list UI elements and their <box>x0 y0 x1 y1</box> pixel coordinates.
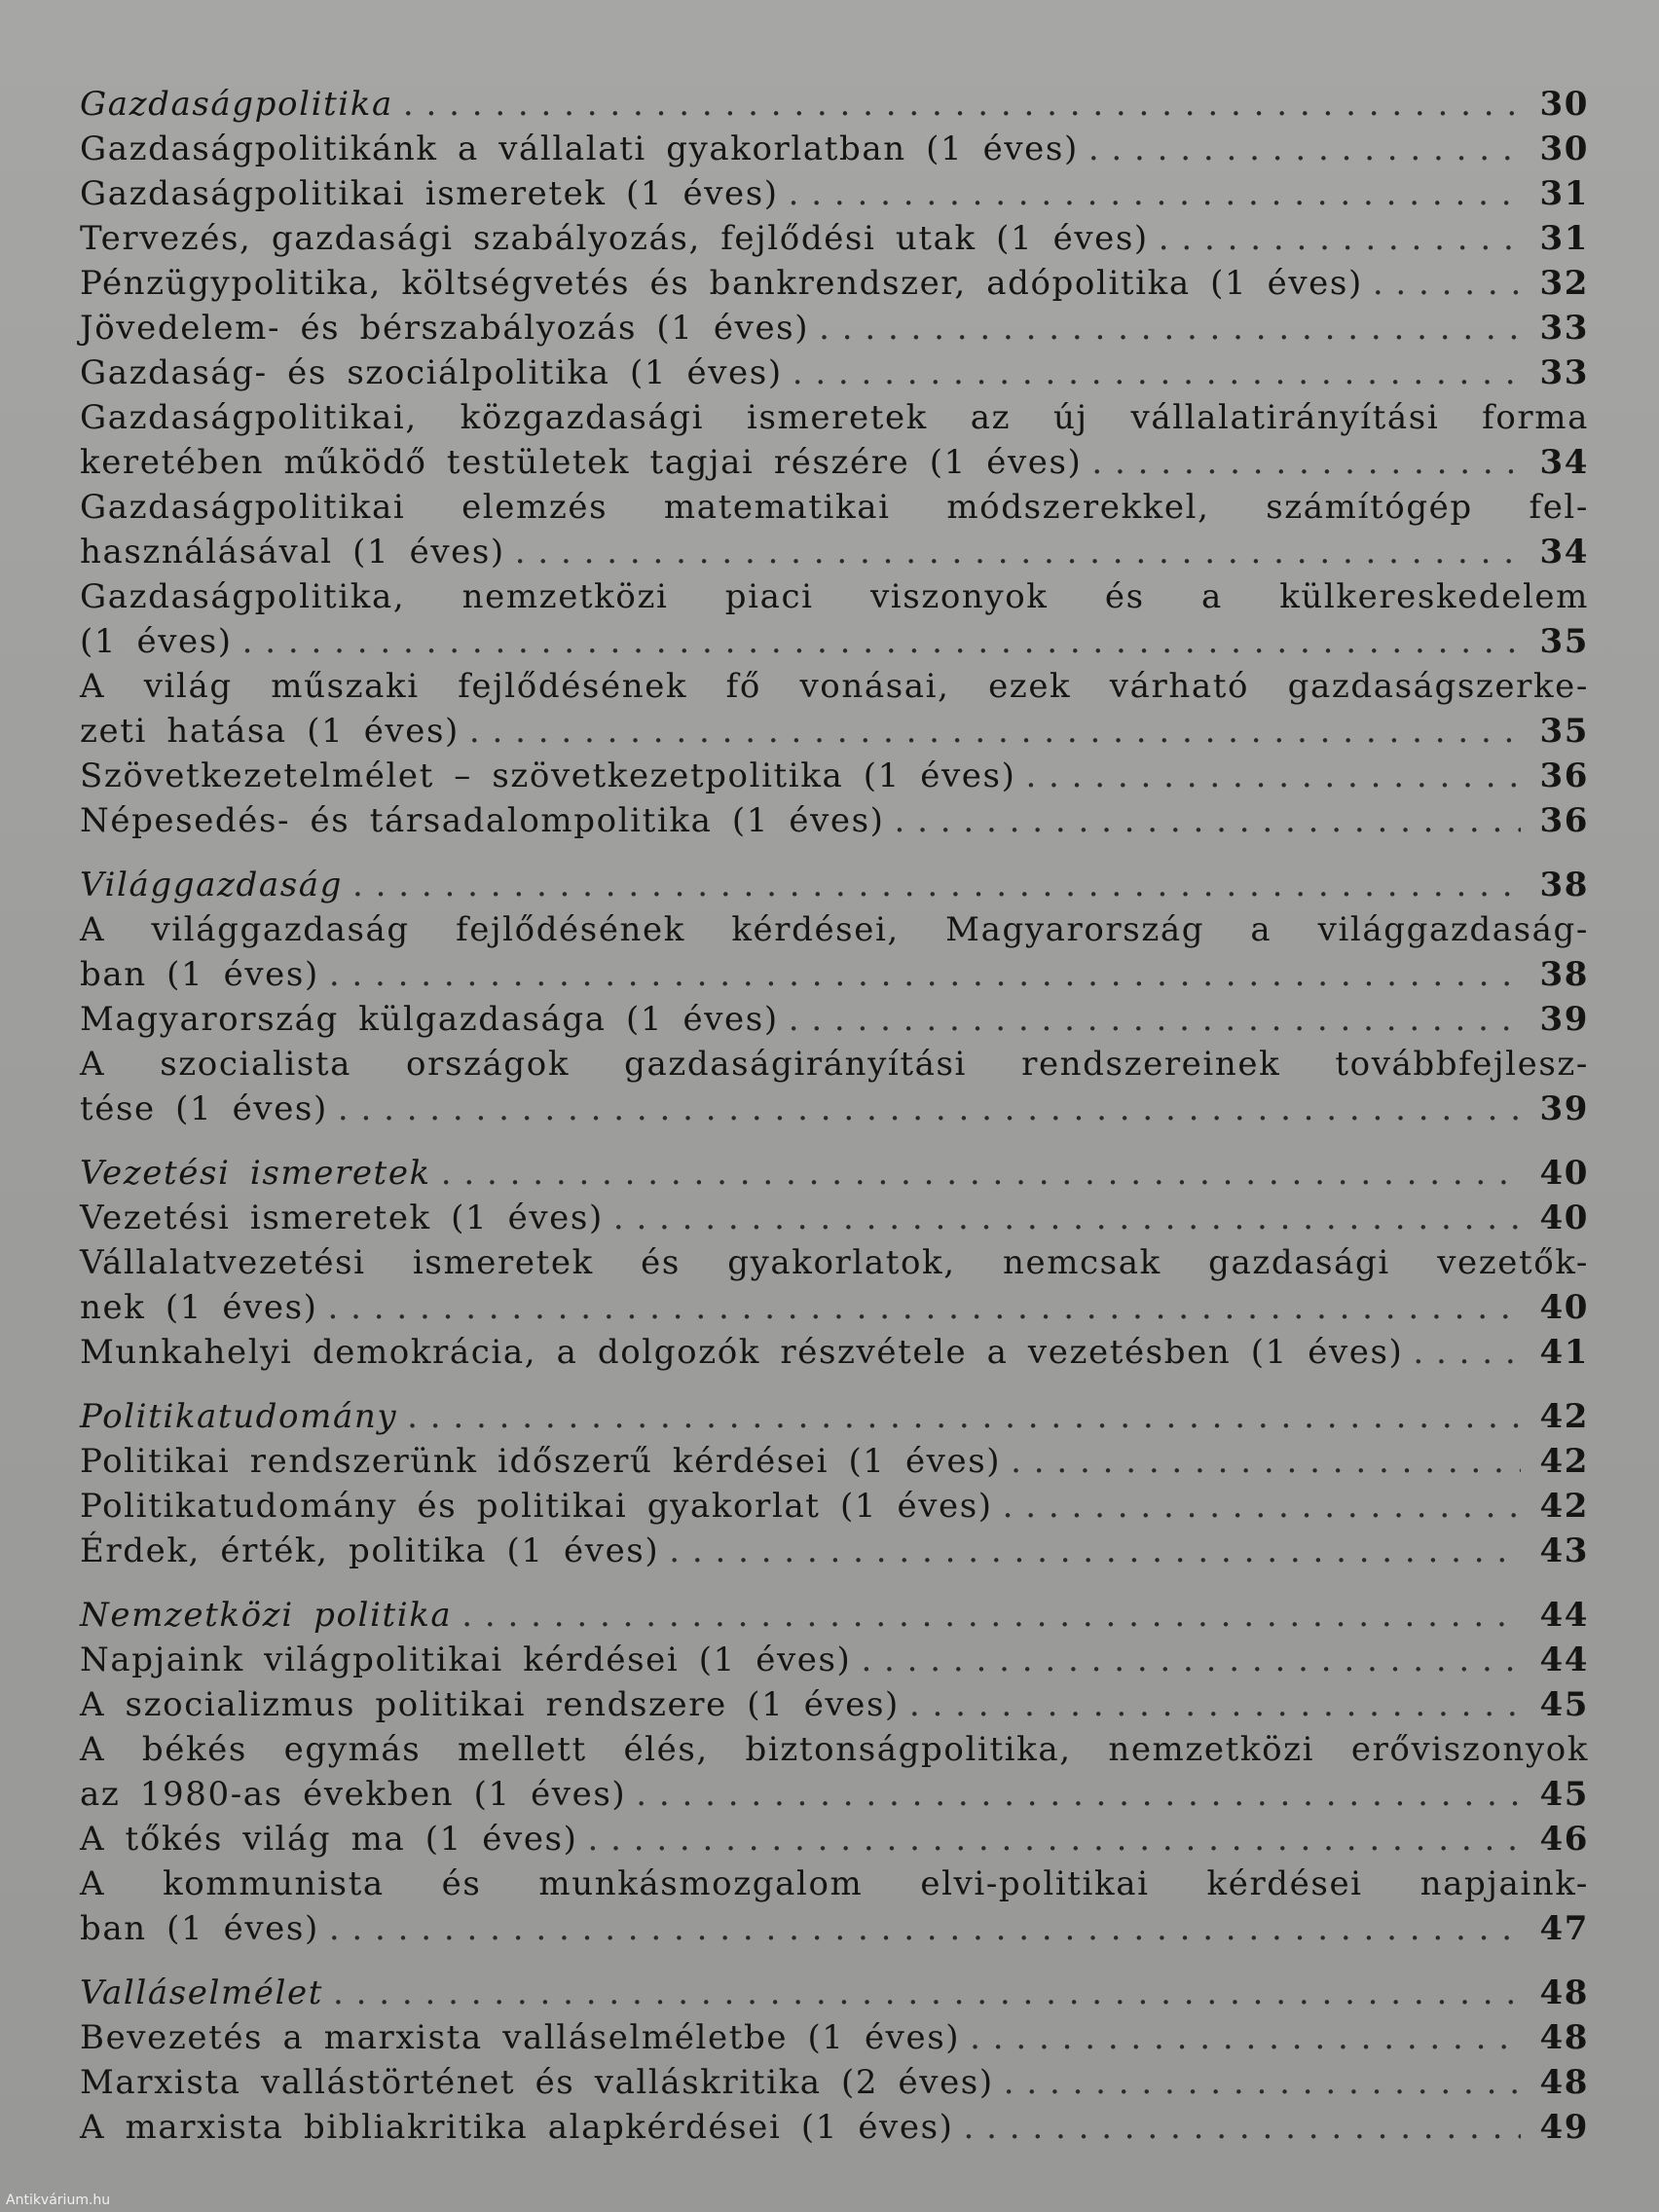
dot-leader <box>1003 1484 1521 1529</box>
page-number: 31 <box>1539 219 1589 258</box>
table-of-contents <box>80 82 1589 2169</box>
entry-text: Gazdaságpolitikai elemzés matematikai módszerekkel, számítógép fel- <box>80 488 1589 527</box>
toc-entry-line <box>80 1439 1589 1484</box>
dot-leader <box>242 619 1521 664</box>
entry-text: (1 éves) <box>80 622 233 661</box>
page-number: 33 <box>1539 353 1589 392</box>
toc-entry-line <box>80 261 1589 306</box>
page-number: 39 <box>1539 1089 1589 1128</box>
entry-text: Gazdaságpolitikai, közgazdasági ismeretek az új vállalatirányítási forma <box>80 398 1589 437</box>
toc-entry-line <box>80 127 1589 171</box>
dot-leader <box>1004 2060 1521 2105</box>
dot-leader <box>1088 127 1521 171</box>
entry-text: A kommunista és munkásmozgalom elvi-politikai kérdései napjaink- <box>80 1864 1589 1903</box>
page-number: 41 <box>1539 1333 1589 1372</box>
page-number: 46 <box>1539 1820 1589 1859</box>
toc-entry-line <box>80 395 1589 440</box>
toc-entry-line <box>80 798 1589 843</box>
dot-leader <box>970 2015 1521 2060</box>
entry-text: Jövedelem- és bérszabályozás (1 éves) <box>80 309 810 348</box>
page-number: 35 <box>1539 622 1589 661</box>
toc-entry-line <box>80 216 1589 261</box>
entry-text: A békés egymás mellett élés, biztonságpolitika, nemzetközi erőviszonyok <box>80 1730 1589 1769</box>
page-number: 34 <box>1539 533 1589 571</box>
dot-leader <box>789 997 1521 1042</box>
section-heading <box>80 863 1589 907</box>
toc-entry-line <box>80 907 1589 952</box>
page-number: 31 <box>1539 174 1589 213</box>
toc-entry-line <box>80 1817 1589 1862</box>
entry-text: használásával (1 éves) <box>80 533 505 571</box>
dot-leader <box>587 1817 1521 1862</box>
page-number: 38 <box>1539 866 1589 904</box>
section-heading <box>80 1151 1589 1196</box>
section-heading <box>80 1593 1589 1638</box>
toc-entry-line <box>80 619 1589 664</box>
toc-entry-line <box>80 574 1589 619</box>
toc-section <box>80 1971 1589 2150</box>
toc-section <box>80 1593 1589 1951</box>
page-number: 42 <box>1539 1487 1589 1526</box>
entry-text: A világgazdaság fejlődésének kérdései, Magyarország a világgazdaság- <box>80 910 1589 949</box>
dot-leader <box>1159 216 1521 261</box>
entry-text: nek (1 éves) <box>80 1288 318 1327</box>
page-number: 40 <box>1539 1198 1589 1237</box>
page-number: 49 <box>1539 2108 1589 2147</box>
entry-text: Munkahelyi demokrácia, a dolgozók részvétele a vezetésben (1 éves) <box>80 1333 1404 1372</box>
dot-leader <box>636 1772 1521 1817</box>
page-number: 44 <box>1539 1641 1589 1679</box>
toc-entry-line <box>80 1727 1589 1772</box>
toc-entry-line <box>80 997 1589 1042</box>
entry-text: zeti hatása (1 éves) <box>80 712 460 751</box>
dot-leader <box>1373 261 1521 306</box>
page-number: 30 <box>1539 129 1589 168</box>
toc-entry-line <box>80 306 1589 350</box>
section-heading <box>80 1394 1589 1439</box>
toc-entry-line <box>80 1529 1589 1573</box>
section-heading <box>80 82 1589 127</box>
page-number: 39 <box>1539 1000 1589 1039</box>
page-number: 48 <box>1539 1973 1589 2012</box>
dot-leader <box>909 1682 1521 1727</box>
entry-text: Politikai rendszerünk időszerű kérdései (1 éves) <box>80 1442 1002 1481</box>
dot-leader <box>669 1529 1521 1573</box>
toc-section <box>80 863 1589 1131</box>
entry-text: Vállalatvezetési ismeretek és gyakorlatok, nemcsak gazdasági vezetők- <box>80 1243 1589 1282</box>
page-number: 42 <box>1539 1397 1589 1436</box>
page-number: 35 <box>1539 712 1589 751</box>
dot-leader <box>789 171 1521 216</box>
page-number: 48 <box>1539 2018 1589 2057</box>
watermark: Antikvárium.hu <box>6 2193 111 2208</box>
dot-leader <box>329 1906 1521 1951</box>
entry-text: Gazdaságpolitikánk a vállalati gyakorlatban (1 éves) <box>80 129 1079 168</box>
toc-entry-line <box>80 530 1589 574</box>
toc-entry-line <box>80 440 1589 485</box>
dot-leader <box>895 798 1521 843</box>
toc-entry-line <box>80 2105 1589 2150</box>
toc-entry-line <box>80 2015 1589 2060</box>
entry-text: ban (1 éves) <box>80 1909 319 1948</box>
toc-entry-line <box>80 1484 1589 1529</box>
entry-text: Marxista vallástörténet és valláskritika (2 éves) <box>80 2063 994 2102</box>
dot-leader <box>407 1394 1521 1439</box>
entry-text: A világ műszaki fejlődésének fő vonásai, ezek várható gazdaságszerke- <box>80 667 1589 706</box>
dot-leader <box>1413 1330 1521 1375</box>
dot-leader <box>613 1196 1521 1240</box>
page-number: 33 <box>1539 309 1589 348</box>
entry-text: az 1980-as években (1 éves) <box>80 1775 627 1814</box>
toc-entry-line <box>80 754 1589 798</box>
toc-entry-line <box>80 664 1589 709</box>
page-number: 40 <box>1539 1154 1589 1193</box>
section-heading-text: Valláselmélet <box>80 1973 323 2012</box>
entry-text: A szocialista országok gazdaságirányítási rendszereinek továbbfejlesz- <box>80 1045 1589 1084</box>
entry-text: Gazdaság- és szociálpolitika (1 éves) <box>80 353 783 392</box>
page-number: 32 <box>1539 264 1589 303</box>
entry-text: tése (1 éves) <box>80 1089 328 1128</box>
entry-text: Érdek, érték, politika (1 éves) <box>80 1531 660 1570</box>
page-number: 34 <box>1539 443 1589 482</box>
page-number: 36 <box>1539 801 1589 840</box>
section-heading-text: Gazdaságpolitika <box>80 85 393 124</box>
dot-leader <box>964 2105 1522 2150</box>
dot-leader <box>861 1638 1521 1682</box>
page-number: 45 <box>1539 1685 1589 1724</box>
entry-text: Napjaink világpolitikai kérdései (1 éves) <box>80 1641 852 1679</box>
toc-entry-line <box>80 1285 1589 1330</box>
page-number: 40 <box>1539 1288 1589 1327</box>
toc-entry-line <box>80 709 1589 754</box>
entry-text: keretében működő testületek tagjai részére (1 éves) <box>80 443 1083 482</box>
entry-text: Pénzügypolitika, költségvetés és bankrendszer, adópolitika (1 éves) <box>80 264 1363 303</box>
page-number: 48 <box>1539 2063 1589 2102</box>
entry-text: Vezetési ismeretek (1 éves) <box>80 1198 604 1237</box>
dot-leader <box>461 1593 1521 1638</box>
toc-entry-line <box>80 1638 1589 1682</box>
dot-leader <box>1011 1439 1521 1484</box>
toc-entry-line <box>80 952 1589 997</box>
toc-entry-line <box>80 1240 1589 1285</box>
page-number: 44 <box>1539 1596 1589 1635</box>
dot-leader <box>403 82 1521 127</box>
dot-leader <box>329 952 1521 997</box>
entry-text: A tőkés világ ma (1 éves) <box>80 1820 578 1859</box>
toc-entry-line <box>80 1042 1589 1087</box>
toc-entry-line <box>80 1682 1589 1727</box>
toc-section <box>80 1151 1589 1375</box>
entry-text: Politikatudomány és politikai gyakorlat (1 éves) <box>80 1487 993 1526</box>
toc-entry-line <box>80 1087 1589 1131</box>
toc-entry-line <box>80 2060 1589 2105</box>
section-heading-text: Vezetési ismeretek <box>80 1154 431 1193</box>
toc-entry-line <box>80 485 1589 530</box>
dot-leader <box>441 1151 1521 1196</box>
dot-leader <box>469 709 1521 754</box>
toc-entry-line <box>80 1772 1589 1817</box>
page-number: 42 <box>1539 1442 1589 1481</box>
entry-text: Szövetkezetelmélet – szövetkezetpolitika (1 éves) <box>80 756 1016 795</box>
toc-entry-line <box>80 1906 1589 1951</box>
section-heading-text: Nemzetközi politika <box>80 1596 453 1635</box>
entry-text: ban (1 éves) <box>80 955 319 994</box>
toc-entry-line <box>80 1196 1589 1240</box>
page-number: 47 <box>1539 1909 1589 1948</box>
toc-entry-line <box>80 350 1589 395</box>
section-heading-text: Világgazdaság <box>80 866 344 904</box>
entry-text: Népesedés- és társadalompolitika (1 éves) <box>80 801 885 840</box>
entry-text: Bevezetés a marxista valláselméletbe (1 éves) <box>80 2018 961 2057</box>
toc-section <box>80 1394 1589 1573</box>
entry-text: A szocializmus politikai rendszere (1 éves) <box>80 1685 900 1724</box>
section-heading <box>80 1971 1589 2015</box>
dot-leader <box>819 306 1521 350</box>
page-number: 45 <box>1539 1775 1589 1814</box>
entry-text: Tervezés, gazdasági szabályozás, fejlődési utak (1 éves) <box>80 219 1149 258</box>
dot-leader <box>328 1285 1522 1330</box>
dot-leader <box>515 530 1521 574</box>
dot-leader <box>793 350 1521 395</box>
dot-leader <box>352 863 1521 907</box>
dot-leader <box>1091 440 1521 485</box>
toc-entry-line <box>80 171 1589 216</box>
dot-leader <box>1025 754 1521 798</box>
entry-text: Magyarország külgazdasága (1 éves) <box>80 1000 779 1039</box>
page-number: 30 <box>1539 85 1589 124</box>
dot-leader <box>338 1087 1521 1131</box>
entry-text: A marxista bibliakritika alapkérdései (1 éves) <box>80 2108 954 2147</box>
toc-section <box>80 82 1589 843</box>
entry-text: Gazdaságpolitika, nemzetközi piaci viszonyok és a külkereskedelem <box>80 577 1589 616</box>
section-heading-text: Politikatudomány <box>80 1397 398 1436</box>
toc-entry-line <box>80 1862 1589 1906</box>
entry-text: Gazdaságpolitikai ismeretek (1 éves) <box>80 174 779 213</box>
toc-entry-line <box>80 1330 1589 1375</box>
page-number: 38 <box>1539 955 1589 994</box>
page-number: 36 <box>1539 756 1589 795</box>
page-number: 43 <box>1539 1531 1589 1570</box>
dot-leader <box>333 1971 1521 2015</box>
